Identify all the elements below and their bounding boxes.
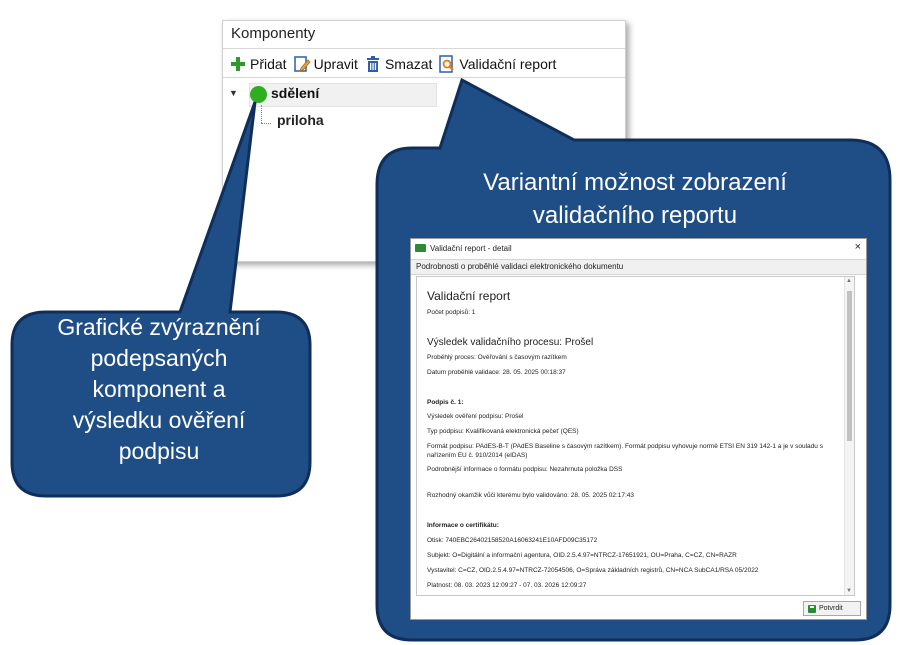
callout-line: komponent a	[92, 376, 226, 402]
dialog-footer	[411, 597, 866, 619]
callout-line: podpisu	[118, 438, 200, 464]
confirm-button-label: Potvrdit	[819, 605, 843, 612]
signature-format: Formát podpisu: PAdES-B-T (PAdES Baseline s časovým razítkem). Formát podpisu vyhovuje normě ETSI EN 319 142-1 a je v souladu s	[427, 443, 823, 450]
envelope-icon	[415, 244, 426, 252]
scroll-thumb[interactable]	[847, 291, 852, 441]
certificate-subject: Subjekt: O=Digitální a informační agentura, OID.2.5.4.97=NTRCZ-17651921, OU=Praha, C=CZ, CN=RAZR	[427, 552, 737, 559]
certificate-fingerprint: Otisk: 740EBC26402158520A16063241E10AFD09C35172	[427, 537, 598, 544]
signature-result: Výsledek ověření podpisu: Prošel	[427, 413, 524, 420]
callout-line: výsledku ověření	[72, 407, 246, 433]
panel-title: Komponenty	[231, 25, 316, 42]
collapse-caret-icon[interactable]: ▼	[229, 88, 238, 98]
dialog-subtitle: Podrobnosti o proběhlé validaci elektronického dokumentu	[411, 259, 866, 275]
certificate-heading: Informace o certifikátu:	[427, 522, 499, 529]
right-callout-text	[400, 166, 870, 232]
vertical-scrollbar[interactable]	[844, 277, 854, 595]
signature-format-cont: nařízením EU č. 910/2014 (eIDAS)	[427, 452, 528, 459]
signature-type: Typ podpisu: Kvalifikovaná elektronická pečeť (QES)	[427, 428, 579, 435]
tree-item-priloha[interactable]: priloha	[277, 112, 324, 128]
signature-detail: Podrobnější informace o formátu podpisu: Nezahrnuta položka DSS	[427, 466, 623, 473]
close-button[interactable]: ×	[854, 241, 861, 253]
certificate-issuer: Vystavitel: C=CZ, OID.2.5.4.97=NTRCZ-72054506, O=Správa základních registrů, CN=NCA SubCA1/RSA 05/2022	[427, 567, 759, 574]
left-callout-text	[14, 312, 304, 467]
signature-count: Počet podpisů: 1	[427, 309, 476, 316]
decisive-time: Rozhodný okamžik vůči kterému bylo validováno: 28. 05. 2025 02:17:43	[427, 492, 635, 499]
callout-line: validačního reportu	[532, 202, 738, 229]
callout-line: Variantní možnost zobrazení	[483, 169, 787, 196]
validation-date: Datum proběhlé validace: 28. 05. 2025 00:18:37	[427, 369, 566, 376]
validation-report-dialog	[410, 238, 867, 620]
dialog-title: Validační report - detail	[430, 244, 512, 253]
process-line: Proběhlý proces: Ověřování s časovým razítkem	[427, 354, 567, 361]
validation-report-button-label: Validační report	[459, 56, 557, 72]
signature-heading: Podpis č. 1:	[427, 399, 464, 406]
delete-button-label: Smazat	[384, 56, 433, 72]
scroll-up-icon[interactable]: ▲	[846, 278, 852, 284]
edit-button-label: Upravit	[313, 56, 358, 72]
confirm-button[interactable]	[803, 601, 861, 616]
report-heading: Validační report	[427, 289, 511, 303]
report-content[interactable]	[416, 276, 855, 596]
tree-item-sdeleni[interactable]: sdělení	[271, 85, 320, 101]
scroll-down-icon[interactable]: ▼	[846, 588, 852, 594]
add-button-label: Přidat	[250, 56, 287, 72]
callout-line: podepsaných	[90, 345, 228, 371]
certificate-validity: Platnost: 08. 03. 2023 12:09:27 - 07. 03. 2026 12:09:27	[427, 582, 587, 589]
result-heading: Výsledek validačního procesu: Prošel	[427, 337, 594, 348]
dialog-titlebar	[411, 239, 866, 257]
callout-line: Grafické zvýraznění	[57, 314, 261, 340]
save-icon	[808, 605, 816, 613]
